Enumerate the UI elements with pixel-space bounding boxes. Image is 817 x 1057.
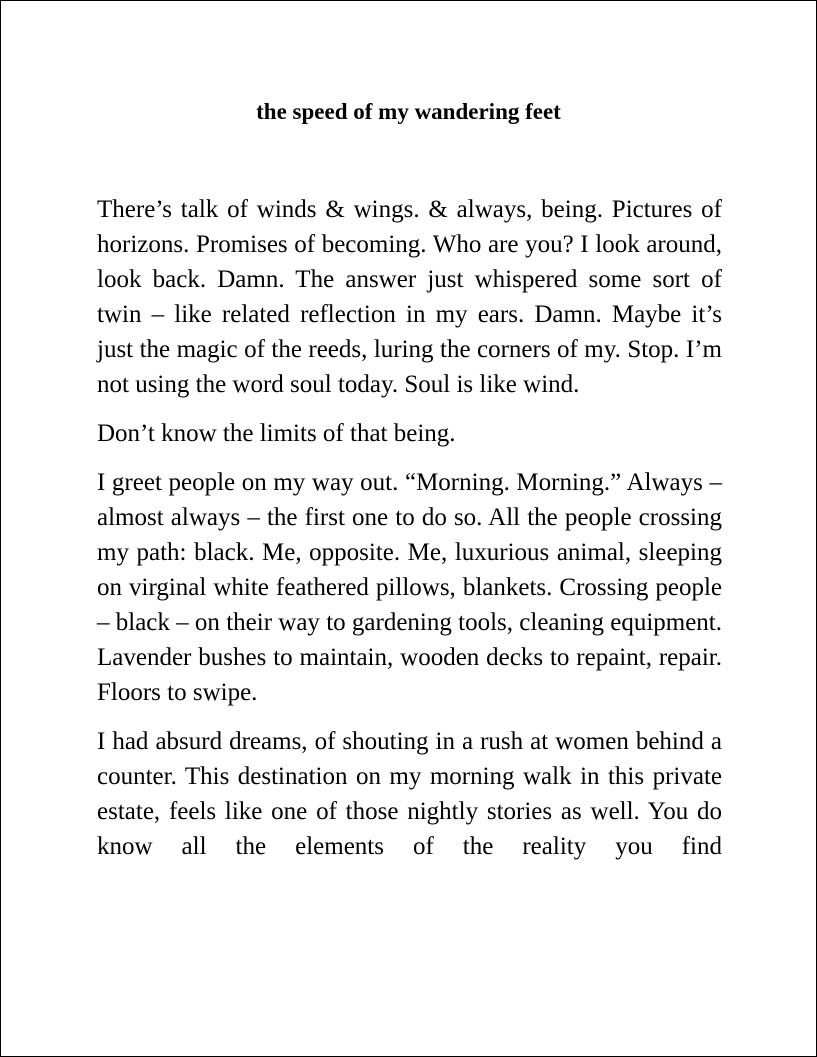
document-title: the speed of my wandering feet <box>256 99 561 124</box>
paragraph: I had absurd dreams, of shouting in a rush at women behind a counter. This destination on my morning walk in this private estate, feels like one of those nightly stories as well. You do know all the elements of the reality you find <box>97 728 722 860</box>
paragraph: Don’t know the limits of that being. <box>97 420 456 447</box>
document-body <box>97 192 722 864</box>
paragraph: I greet people on my way out. “Morning. Morning.” Always – almost always – the first one to do so. All the people crossing my path: black. Me, opposite. Me, luxurious animal, sleeping on virginal white feathered pillows, blankets. Crossing people – black – on their way to gardening tools, cleaning equipment. Lavender bushes to maintain, wooden decks to repaint, repair. Floors to swipe. <box>97 469 722 706</box>
paragraph: There’s talk of winds & wings. & always, being. Pictures of horizons. Promises of becoming. Who are you? I look around, look back. Damn. The answer just whispered some sort of twin – like related reflection in my ears. Damn. Maybe it’s just the magic of the reeds, luring the corners of my. Stop. I’m not using the word soul today. Soul is like wind. <box>97 196 722 398</box>
